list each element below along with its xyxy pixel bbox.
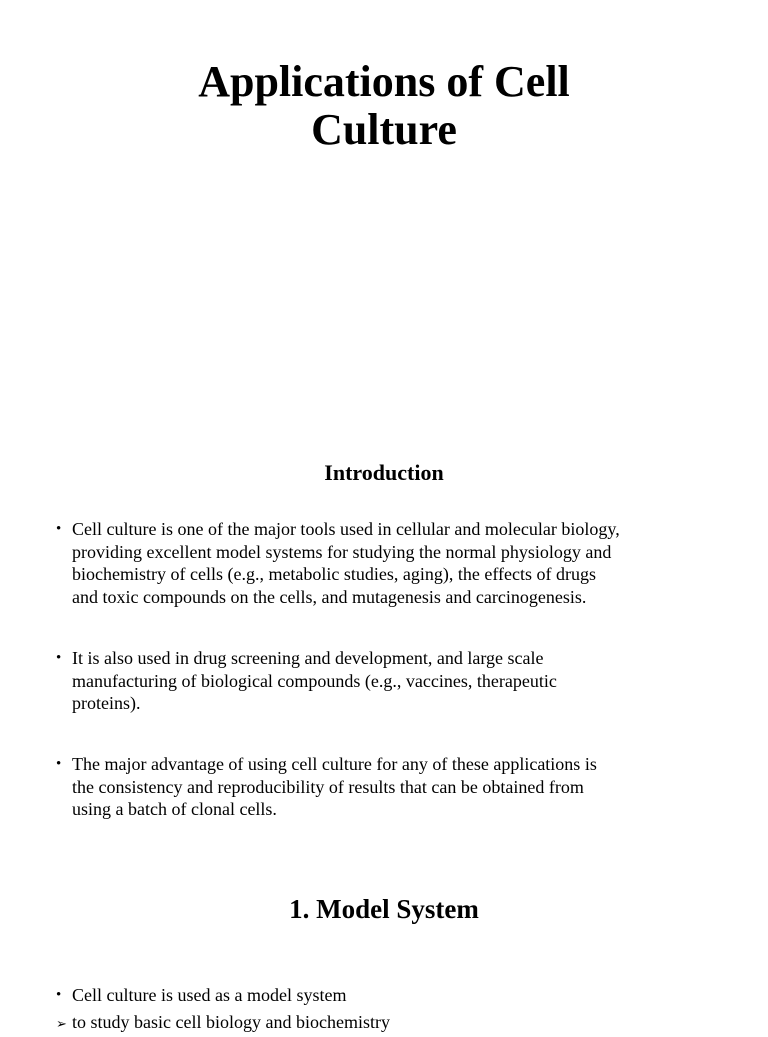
title-line-2: Culture	[311, 105, 457, 154]
list-item	[56, 647, 736, 715]
bullet-dot-icon: •	[56, 650, 62, 666]
list-item	[56, 518, 736, 608]
bullet-dot-icon: •	[56, 521, 62, 537]
list-item	[56, 984, 736, 1007]
model-system-heading: 1. Model System	[289, 894, 479, 924]
bullet-dot-icon: •	[56, 756, 62, 772]
list-item	[56, 753, 736, 821]
bullet-text: Cell culture is one of the major tools used in cellular and molecular biology, providing excellent model systems for studying the normal physiology and biochemistry of cells (e.g., metabolic studies, aging), the effects of drugs and toxic compounds on the cells, and mutagenesis and carcinogenesis.	[72, 519, 620, 607]
introduction-heading: Introduction	[324, 460, 444, 485]
bullet-text: Cell culture is used as a model system	[72, 985, 347, 1005]
bullet-text: The major advantage of using cell culture for any of these applications is the consistency and reproducibility of results that can be obtained from using a batch of clonal cells.	[72, 754, 597, 819]
bullet-dot-icon: •	[56, 987, 62, 1003]
title-line-1: Applications of Cell	[198, 57, 570, 106]
sub-bullet-text: to study basic cell biology and biochemistry	[72, 1012, 390, 1032]
page-title	[0, 58, 768, 154]
bullet-text: It is also used in drug screening and development, and large scale manufacturing of biological compounds (e.g., vaccines, therapeutic proteins).	[72, 648, 557, 713]
arrow-right-icon: ➢	[56, 1017, 67, 1032]
